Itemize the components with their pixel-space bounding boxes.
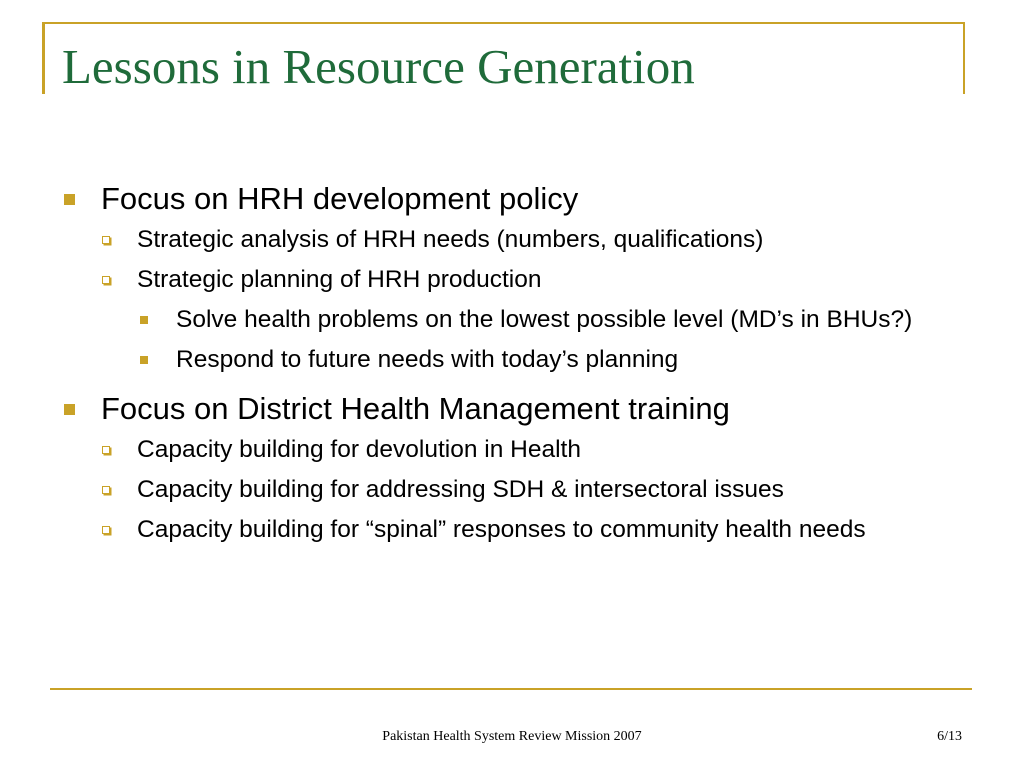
filled-square-bullet-icon [64, 194, 75, 205]
bullet-level2 [62, 223, 962, 257]
bullet-text: Respond to future needs with today’s planning [176, 346, 679, 373]
footer-rule [50, 688, 972, 690]
bullet-text: Solve health problems on the lowest possible level (MD’s in BHUs?) [176, 306, 913, 333]
bullet-text: Capacity building for devolution in Health [137, 436, 581, 463]
bullet-level2 [62, 433, 962, 467]
filled-square-bullet-icon [64, 404, 75, 415]
bullet-level1 [62, 181, 962, 217]
hollow-square-bullet-icon [102, 526, 110, 534]
filled-square-bullet-icon [140, 316, 148, 324]
bullet-text: Strategic analysis of HRH needs (numbers, qualifications) [137, 226, 764, 253]
bullet-level3 [62, 343, 962, 377]
frame-right-rule [963, 22, 965, 94]
slide-body [62, 181, 962, 553]
bullet-level2 [62, 513, 962, 547]
bullet-text: Capacity building for “spinal” responses to community health needs [137, 516, 866, 543]
bullet-level2 [62, 473, 962, 507]
slide-title: Lessons in Resource Generation [62, 39, 695, 94]
frame-top-rule [42, 22, 965, 24]
bullet-level2 [62, 263, 962, 297]
bullet-level1 [62, 391, 962, 427]
hollow-square-bullet-icon [102, 486, 110, 494]
bullet-level3 [62, 303, 962, 337]
bullet-text: Focus on District Health Management training [101, 391, 730, 426]
bullet-text: Strategic planning of HRH production [137, 266, 542, 293]
hollow-square-bullet-icon [102, 446, 110, 454]
bullet-text: Capacity building for addressing SDH & intersectoral issues [137, 476, 784, 503]
frame-left-rule [42, 22, 45, 94]
hollow-square-bullet-icon [102, 276, 110, 284]
page-number: 6/13 [937, 729, 962, 744]
filled-square-bullet-icon [140, 356, 148, 364]
bullet-text: Focus on HRH development policy [101, 181, 579, 216]
footer-text: Pakistan Health System Review Mission 2007 [382, 729, 642, 744]
hollow-square-bullet-icon [102, 236, 110, 244]
